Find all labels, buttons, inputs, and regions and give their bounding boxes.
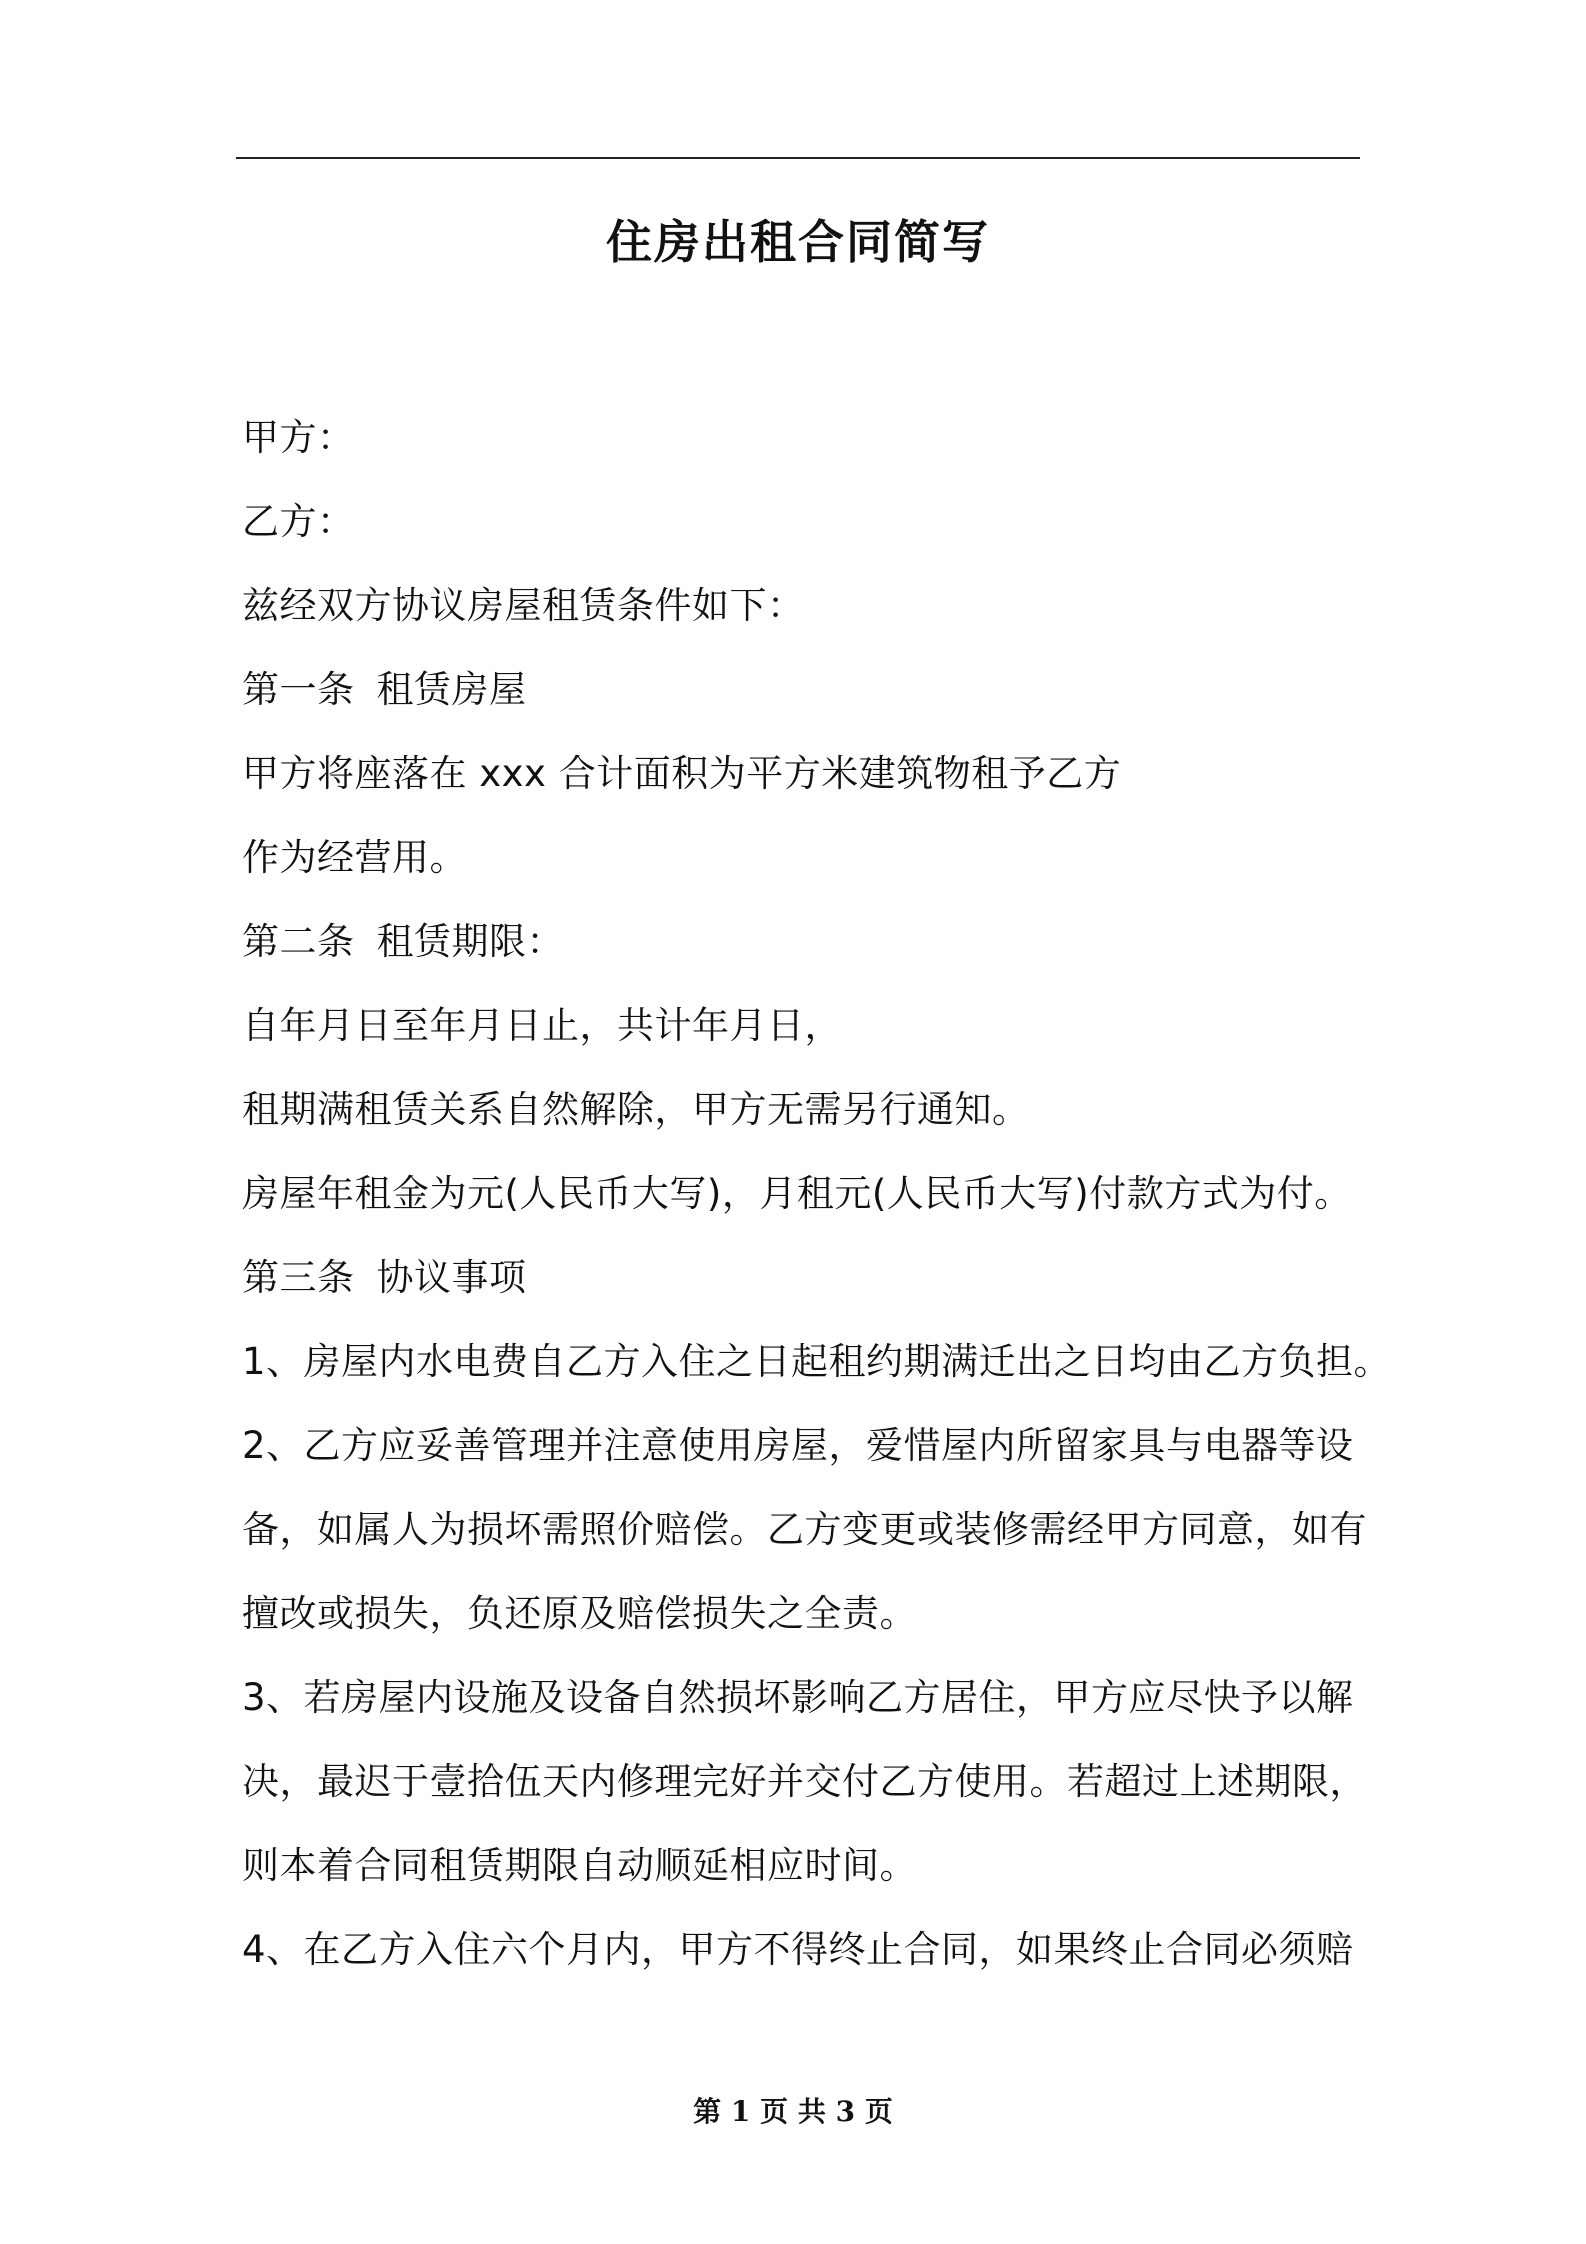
body-line: 1、房屋内水电费自乙方入住之日起租约期满迁出之日均由乙方负担。 xyxy=(242,1340,1392,1383)
body-line: 房屋年租金为元(人民币大写)，月租元(人民币大写)付款方式为付。 xyxy=(242,1172,1352,1215)
body-line: 擅改或损失，负还原及赔偿损失之全责。 xyxy=(242,1592,917,1635)
page-number: 第 1 页 共 3 页 xyxy=(693,2095,893,2128)
header-rule xyxy=(236,157,1360,159)
article-number: 第一条 xyxy=(242,668,355,711)
article-title: 协议事项 xyxy=(376,1256,527,1299)
article-title: 租赁期限： xyxy=(376,920,564,963)
body-line: 租期满租赁关系自然解除，甲方无需另行通知。 xyxy=(242,1088,1030,1131)
body-line: 乙方： xyxy=(242,500,355,543)
document-title: 住房出租合同简写 xyxy=(606,215,990,269)
body-line: 甲方将座落在 xxx 合计面积为平方米建筑物租予乙方 xyxy=(242,752,1122,795)
body-line: 3、若房屋内设施及设备自然损坏影响乙方居住，甲方应尽快予以解 xyxy=(242,1676,1354,1719)
body-line: 4、在乙方入住六个月内，甲方不得终止合同，如果终止合同必须赔 xyxy=(242,1928,1354,1971)
article-title: 租赁房屋 xyxy=(376,668,527,711)
body-line: 2、乙方应妥善管理并注意使用房屋，爱惜屋内所留家具与电器等设 xyxy=(242,1424,1354,1467)
body-line: 备，如属人为损坏需照价赔偿。乙方变更或装修需经甲方同意，如有 xyxy=(242,1508,1367,1551)
body-line: 自年月日至年月日止，共计年月日， xyxy=(242,1004,842,1047)
article-number: 第二条 xyxy=(242,920,355,963)
body-line: 甲方： xyxy=(242,416,355,459)
body-line: 作为经营用。 xyxy=(242,836,467,879)
article-heading xyxy=(242,1248,1372,1332)
article-heading xyxy=(242,912,1372,996)
body-line: 兹经双方协议房屋租赁条件如下： xyxy=(242,584,805,627)
body-line: 决，最迟于壹拾伍天内修理完好并交付乙方使用。若超过上述期限， xyxy=(242,1760,1367,1803)
body-line: 则本着合同租赁期限自动顺延相应时间。 xyxy=(242,1844,917,1887)
article-heading xyxy=(242,660,1372,744)
article-number: 第三条 xyxy=(242,1256,355,1299)
document-body xyxy=(242,408,1392,2004)
